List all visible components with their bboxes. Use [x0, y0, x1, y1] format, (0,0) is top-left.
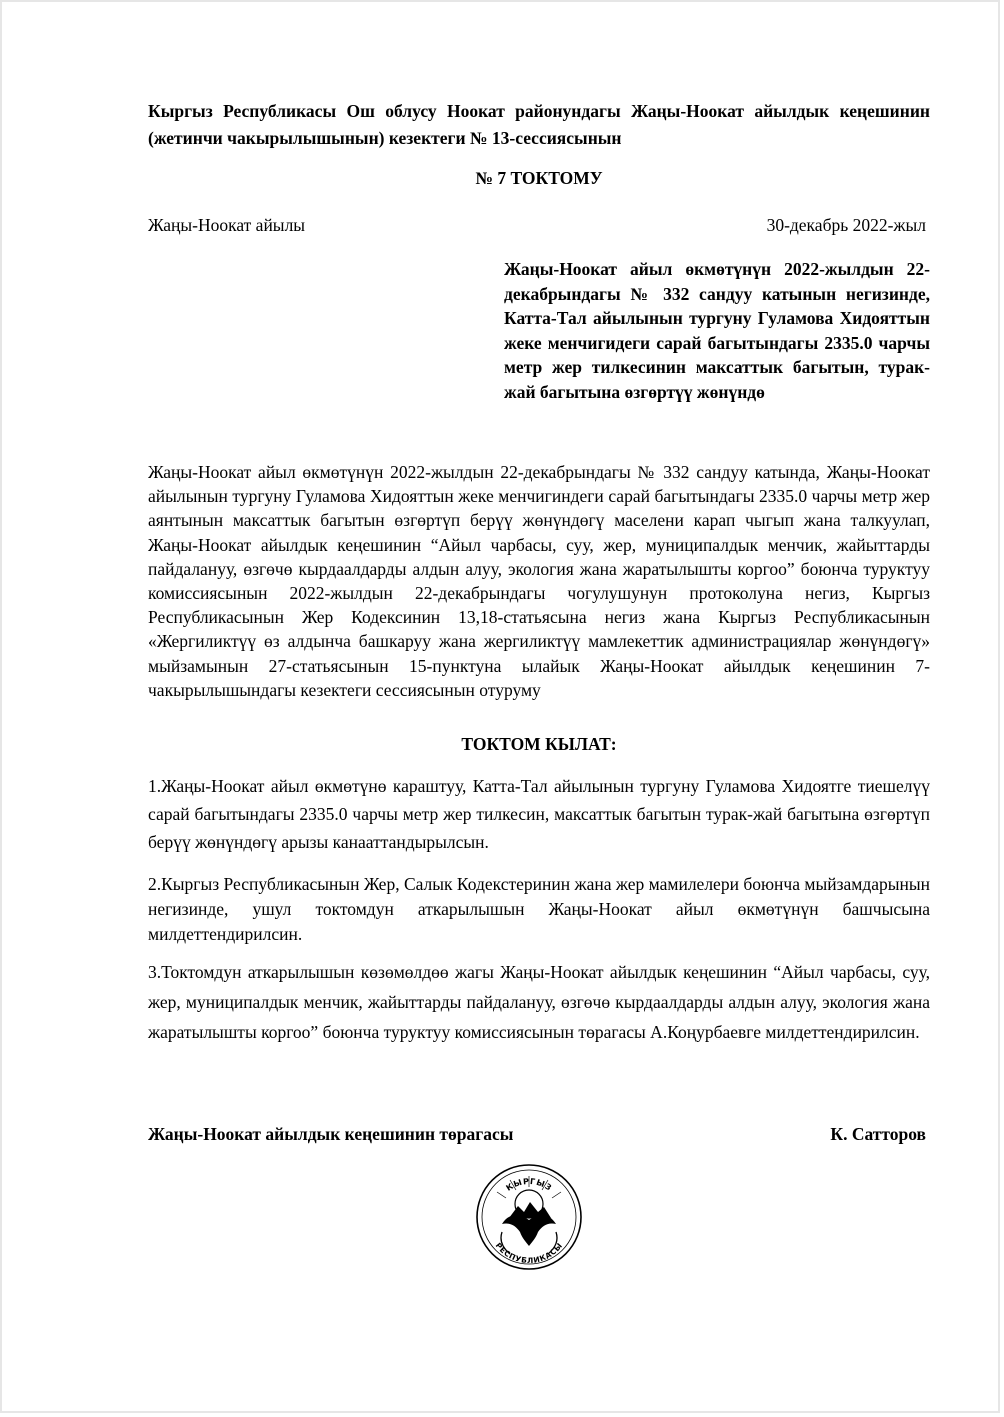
seal-top-text: КЫРГЫЗ [504, 1176, 554, 1193]
signature-row [148, 1124, 926, 1145]
resolution-item-3: 3.Токтомдун аткарылышын көзөмөлдөө жагы Жаңы-Ноокат айылдык кеңешинин “Айыл чарбасы, суу, жер, муниципалдык менчик, жайыттарды пайдалануу, өзгөчө кырдаалдарды алдын алуу, экология жана жаратылышты коргоо” боюнча туруктуу комиссиясынын төрагасы А.Коңурбаевге милдеттендирилсин. [148, 962, 930, 1042]
seal-bottom-text: РЕСПУБЛИКАСЫ [493, 1240, 565, 1266]
date-label: 30-декабрь 2022-жыл [766, 215, 926, 235]
signature-role: Жаңы-Ноокат айылдык кеңешинин төрагасы [148, 1124, 514, 1144]
document-title: № 7 ТОКТОМУ [475, 168, 603, 188]
subject-block: Жаңы-Ноокат айыл өкмөтүнүн 2022-жылдын 22-декабрындагы № 332 сандуу катынын негизинде, Катта-Тал айылынын тургуну Гуламова Хидояттын жеке менчигидеги сарай багытындагы 2335.0 чарчы метр жер тилкесинин максаттык багытын, турак-жай багытына өзгөртүү жөнүндө [504, 259, 930, 402]
decides-heading: ТОКТОМ КЫЛАТ: [461, 734, 617, 754]
resolution-item-2: 2.Кыргыз Республикасынын Жер, Салык Кодекстеринин жана жер мамилелери боюнча мыйзамдарынын негизинде, ушул токтомдун аткарылышын Жаңы-Ноокат айыл өкмөтүнүн башчысына милдеттендирилсин. [148, 874, 930, 944]
place-date-row [148, 215, 930, 236]
resolution-item-1: 1.Жаңы-Ноокат айыл өкмөтүнө караштуу, Катта-Тал айылынын тургуну Гуламова Хидоятге тиешелүү сарай багытындагы 2335.0 чарчы метр жер тилкесин, максаттык багытын турак-жай багытына өзгөртүп берүү жөнүндөгү арызы канааттандырылсын. [148, 776, 930, 852]
preamble-paragraph: Жаңы-Ноокат айыл өкмөтүнүн 2022-жылдын 22-декабрындагы № 332 сандуу катында, Жаңы-Ноокат айылынын тургуну Гуламова Хидояттын жеке менчигиндеги сарай багытындагы 2335.0 чарчы метр жер аянтынын максаттык багытын өзгөртүп берүү жөнүндөгү маселени карап чыгып жана талкуулап, Жаңы-Ноокат айылдык кеңешинин “Айыл чарбасы, суу, жер, муниципалдык менчик, жайыттарды пайдалануу, өзгөчө кырдаалдарды алдын алуу, экология жана жаратылышты коргоо” боюнча туруктуу комиссиясынын 2022-жылдын 22-декабрындагы чогулушунун протоколуна негиз, Кыргыз Республикасынын Жер Кодексинин 13,18-статьясына негиз жана Кыргыз Республикасынын «Жергиликтүү өз алдынча башкаруу жана жергиликтүү мамлекеттик администрациялар жөнүндөгү» мыйзамынын 27-статьясынын 15-пунктуна ылайык Жаңы-Ноокат айылдык кеңешинин 7-чакырылышындагы кезектеги сессиясынын отуруму [148, 462, 930, 700]
signature-name: К. Сатторов [830, 1124, 926, 1144]
state-emblem-icon [474, 1162, 584, 1272]
place-label: Жаңы-Ноокат айылы [148, 215, 306, 235]
document-heading: Кыргыз Республикасы Ош облусу Ноокат районундагы Жаңы-Ноокат айылдык кеңешинин (жетинчи чакырылышынын) кезектеги № 13-сессиясынын [148, 101, 930, 148]
